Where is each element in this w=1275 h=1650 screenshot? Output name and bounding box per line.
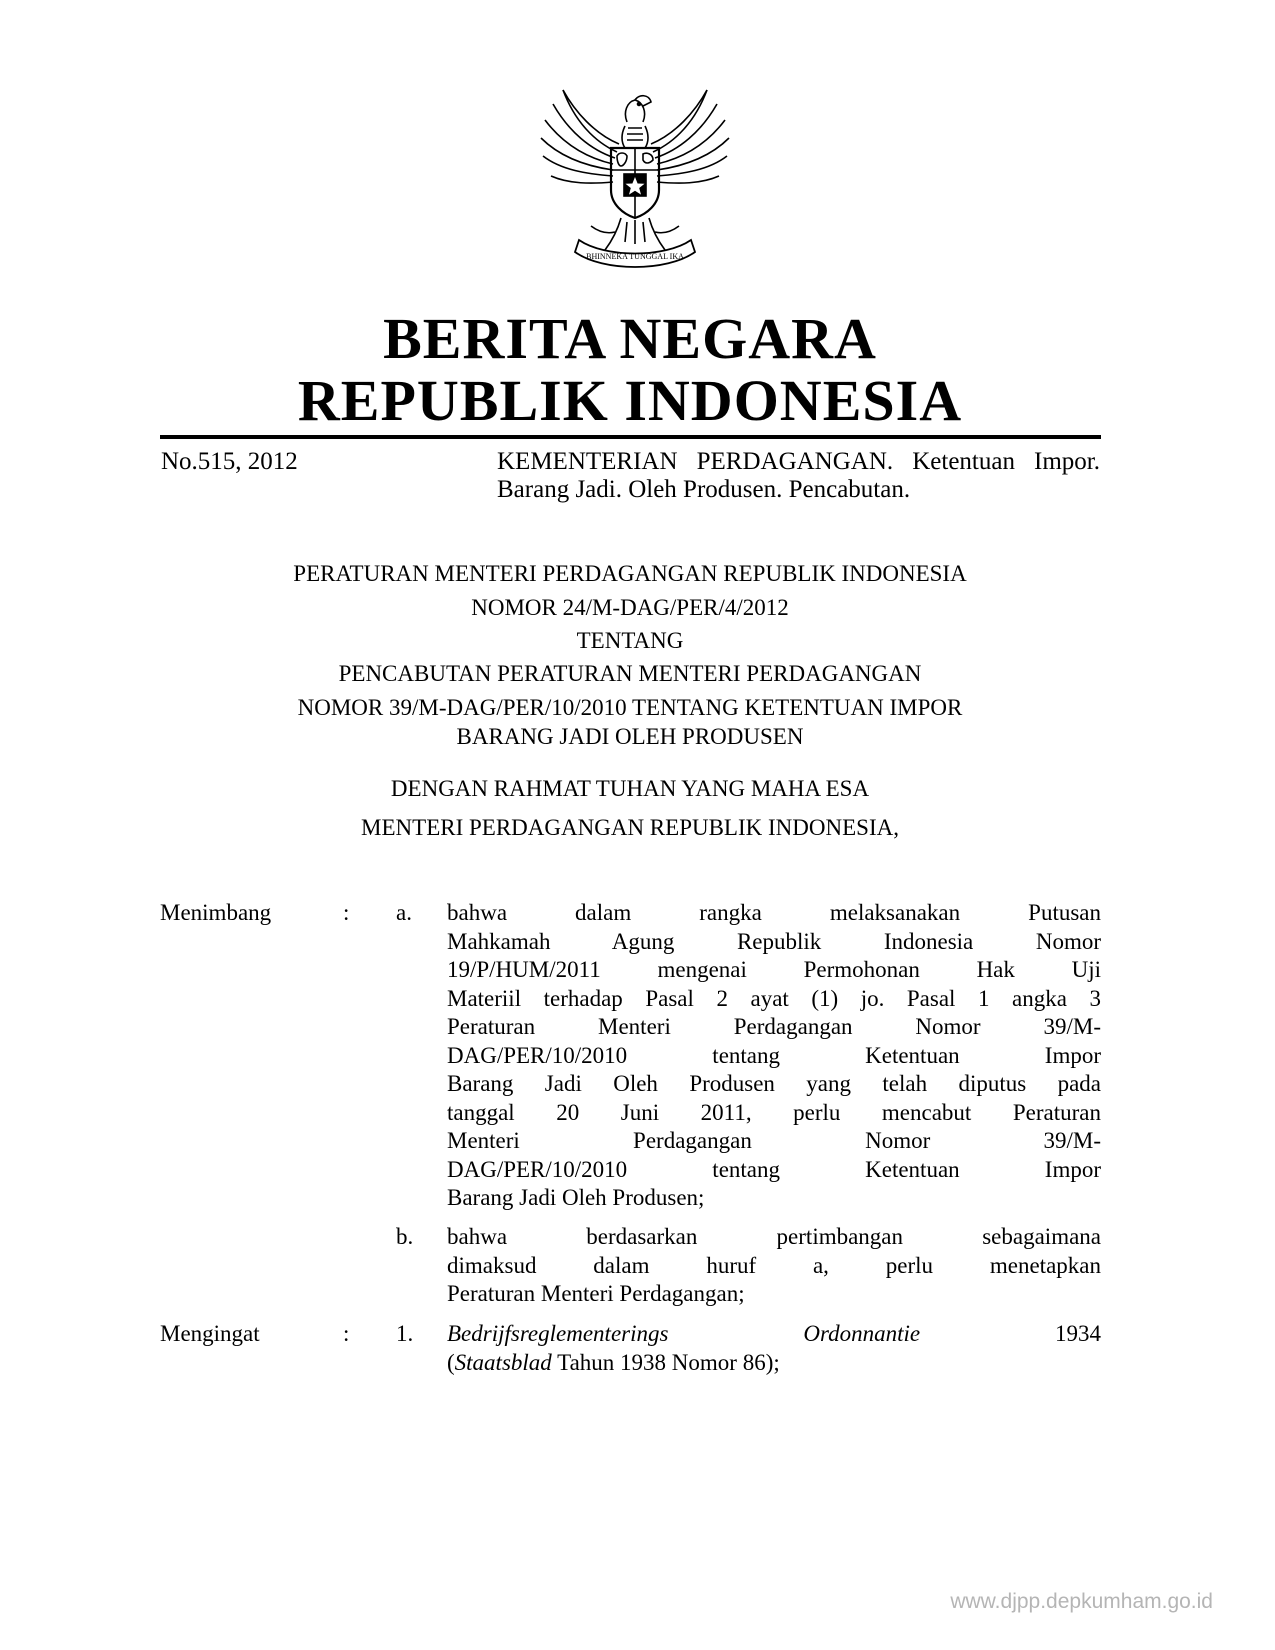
regulation-subject-line-2: NOMOR 39/M-DAG/PER/10/2010 TENTANG KETENTUAN IMPOR [297, 695, 963, 720]
text-line: dimaksud dalam huruf a, perlu menetapkan [447, 1252, 1101, 1278]
menimbang-label: Menimbang [160, 900, 272, 925]
garuda-emblem [535, 82, 735, 277]
mengingat-item-1-text [447, 1320, 1101, 1377]
menimbang-item-a-text [447, 899, 1101, 1213]
preamble-line-1: DENGAN RAHMAT TUHAN YANG MAHA ESA [390, 776, 870, 801]
menimbang-item-b-marker: b. [396, 1224, 414, 1249]
menimbang-colon: : [343, 900, 350, 925]
text-line: tanggal 20 Juni 2011, perlu mencabut Peraturan [447, 1099, 1101, 1125]
text-line: DAG/PER/10/2010 tentang Ketentuan Impor [447, 1156, 1101, 1182]
text-line: DAG/PER/10/2010 tentang Ketentuan Impor [447, 1042, 1101, 1068]
italic-term: Ordonnantie [803, 1321, 921, 1346]
text-line [447, 1320, 1101, 1349]
masthead-line-2: REPUBLIK INDONESIA [297, 368, 963, 433]
paren-open: ( [447, 1349, 455, 1375]
masthead-rule [160, 435, 1101, 439]
menimbang-item-b-text [447, 1223, 1101, 1309]
text-line: Materiil terhadap Pasal 2 ayat (1) jo. Pasal 1 angka 3 [447, 985, 1101, 1011]
regulation-subject-line-3: BARANG JADI OLEH PRODUSEN [456, 724, 804, 749]
text-line: Barang Jadi Oleh Produsen; [447, 1185, 705, 1210]
text-line: Menteri Perdagangan Nomor 39/M- [447, 1128, 1101, 1153]
citation-rest: Tahun 1938 Nomor 86); [551, 1349, 780, 1375]
regulation-tentang: TENTANG [576, 628, 684, 653]
regulation-number: NOMOR 24/M-DAG/PER/4/2012 [471, 595, 789, 620]
text-line: Barang Jadi Oleh Produsen yang telah diputus pada [447, 1071, 1101, 1096]
text-line: bahwa dalam rangka melaksanakan Putusan [447, 900, 1101, 925]
italic-term: Staatsblad [454, 1349, 552, 1375]
text-line: Peraturan Menteri Perdagangan Nomor 39/M- [447, 1014, 1101, 1039]
mengingat-colon: : [343, 1321, 350, 1346]
garuda-emblem-drawing [535, 82, 735, 277]
year: 1934 [1055, 1321, 1101, 1346]
preamble-line-2: MENTERI PERDAGANGAN REPUBLIK INDONESIA, [361, 815, 899, 840]
text-line [447, 1349, 1101, 1378]
mengingat-item-1-marker: 1. [396, 1321, 414, 1346]
gazette-summary: KEMENTERIAN PERDAGANGAN. Ketentuan Impor. Barang Jadi. Oleh Produsen. Pencabutan. [497, 448, 1100, 503]
masthead-line-1: BERITA NEGARA [383, 306, 877, 371]
italic-term: Bedrijfsreglementerings [447, 1321, 669, 1346]
regulation-subject-line-1: PENCABUTAN PERATURAN MENTERI PERDAGANGAN [338, 661, 922, 686]
menimbang-item-a-marker: a. [396, 900, 412, 925]
text-line: 19/P/HUM/2011 mengenai Permohonan Hak Uji [447, 957, 1101, 982]
text-line: bahwa berdasarkan pertimbangan sebagaimana [447, 1224, 1101, 1249]
emblem-motto: BHINNEKA TUNGGAL IKA [586, 252, 684, 261]
text-line: Mahkamah Agung Republik Indonesia Nomor [447, 928, 1101, 954]
gazette-number: No.515, 2012 [161, 448, 298, 475]
text-line: Peraturan Menteri Perdagangan; [447, 1281, 745, 1306]
regulation-title-line-1: PERATURAN MENTERI PERDAGANGAN REPUBLIK INDONESIA [293, 561, 967, 586]
footer-url: www.djpp.depkumham.go.id [950, 1590, 1213, 1613]
mengingat-label: Mengingat [160, 1321, 260, 1346]
